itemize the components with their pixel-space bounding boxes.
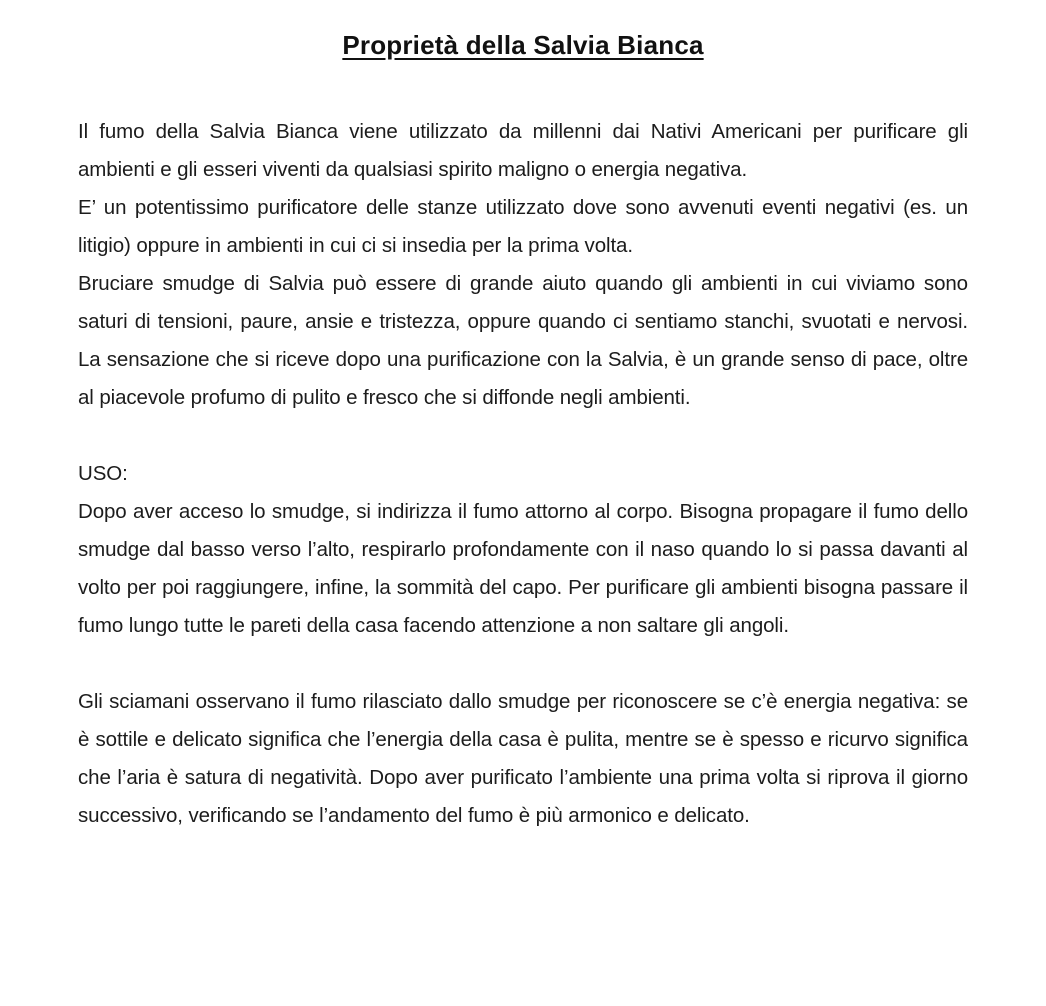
uso-heading: USO: [78,462,128,485]
paragraph-intro [78,113,968,417]
document-title: Proprietà della Salvia Bianca [342,30,704,60]
paragraph-sciamani [78,683,968,835]
uso-body: Dopo aver acceso lo smudge, si indirizza il fumo attorno al corpo. Bisogna propagare il fumo dello smudge dal basso verso l’alto, respirarlo profondamente con il naso quando lo si passa davanti al volto per poi raggiungere, infine, la sommità del capo. Per purificare gli ambienti bisogna passare il fumo lungo tutte le pareti della casa facendo attenzione a non saltare gli angoli. [78,500,968,637]
sciamani-body: Gli sciamani osservano il fumo rilasciato dallo smudge per riconoscere se c’è energia negativa: se è sottile e delicato significa che l’energia della casa è pulita, mentre se è spesso e ricurvo significa che l’aria è satura di negatività. Dopo aver purificato l’ambiente una prima volta si riprova il giorno successivo, verificando se l’andamento del fumo è più armonico e delicato. [78,690,968,827]
intro-sentence-2: E’ un potentissimo purificatore delle stanze utilizzato dove sono avvenuti eventi negativi (es. un litigio) oppure in ambienti in cui ci si insedia per la prima volta. [78,196,968,257]
intro-sentence-1: Il fumo della Salvia Bianca viene utilizzato da millenni dai Nativi Americani per purificare gli ambienti e gli esseri viventi da qualsiasi spirito maligno o energia negativa. [78,120,968,181]
section-uso [78,455,968,645]
intro-sentence-3: Bruciare smudge di Salvia può essere di grande aiuto quando gli ambienti in cui viviamo sono saturi di tensioni, paure, ansie e tristezza, oppure quando ci sentiamo stanchi, svuotati e nervosi. La sensazione che si riceve dopo una purificazione con la Salvia, è un grande senso di pace, oltre al piacevole profumo di pulito e fresco che si diffonde negli ambienti. [78,272,968,409]
